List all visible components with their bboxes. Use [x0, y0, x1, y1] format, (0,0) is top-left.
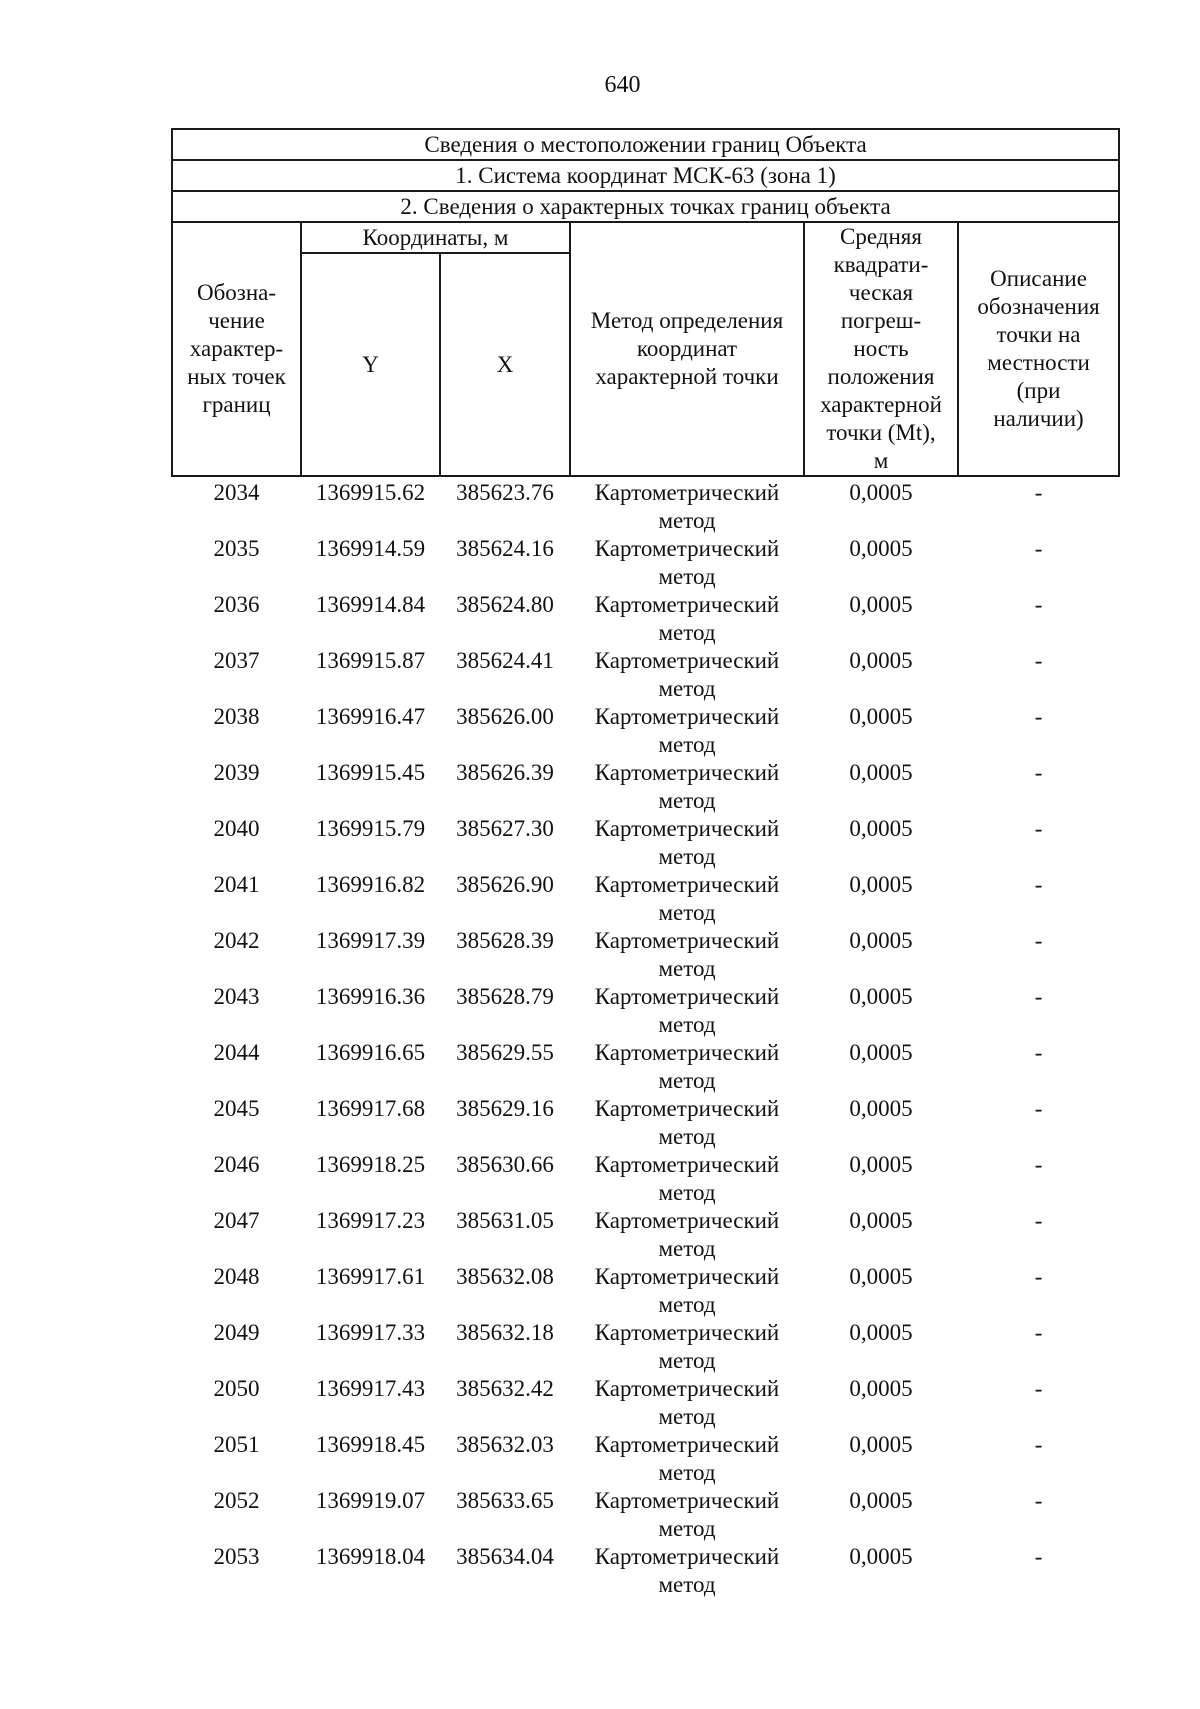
point-id: 2048	[213, 1264, 260, 1289]
point-description: -	[1034, 704, 1043, 729]
point-id: 2049	[213, 1320, 260, 1345]
point-description: -	[1034, 1040, 1043, 1065]
method: Картометрический метод	[594, 1264, 780, 1317]
table-row	[172, 1431, 1119, 1487]
point-id: 2044	[213, 1040, 260, 1065]
table-header	[172, 129, 1119, 476]
method: Картометрический метод	[594, 1040, 780, 1093]
coord-x: 385624.80	[456, 592, 554, 617]
point-description: -	[1034, 816, 1043, 841]
boundary-points-table	[171, 128, 1120, 1599]
coord-y: 1369914.59	[315, 536, 426, 561]
table-row	[172, 1207, 1119, 1263]
table-row	[172, 759, 1119, 815]
point-id: 2039	[213, 760, 260, 785]
coord-x: 385624.41	[456, 648, 554, 673]
table-row	[172, 703, 1119, 759]
coord-y: 1369919.07	[315, 1488, 426, 1513]
point-id: 2037	[213, 648, 260, 673]
point-id: 2045	[213, 1096, 260, 1121]
point-description: -	[1034, 592, 1043, 617]
point-description: -	[1034, 928, 1043, 953]
header-coordinates: Координаты, м	[301, 222, 570, 253]
point-description: -	[1034, 1320, 1043, 1345]
point-description: -	[1034, 1544, 1043, 1569]
coord-y: 1369915.45	[315, 760, 426, 785]
method: Картометрический метод	[594, 1376, 780, 1429]
mean-square-error: 0,0005	[849, 872, 913, 897]
method: Картометрический метод	[594, 704, 780, 757]
coord-y: 1369917.61	[315, 1264, 426, 1289]
header-description: Описание обозначения точки на местности (при наличии)	[958, 222, 1119, 476]
mean-square-error: 0,0005	[849, 1488, 913, 1513]
coord-y: 1369915.62	[315, 480, 426, 505]
point-id: 2046	[213, 1152, 260, 1177]
coord-y: 1369917.23	[315, 1208, 426, 1233]
mean-square-error: 0,0005	[849, 648, 913, 673]
coord-y: 1369918.25	[315, 1152, 426, 1177]
mean-square-error: 0,0005	[849, 480, 913, 505]
point-id: 2035	[213, 536, 260, 561]
method: Картометрический метод	[594, 1432, 780, 1485]
table-row	[172, 871, 1119, 927]
header-error: Средняя квадрати- ческая погреш- ность положения характерной точки (Mt), м	[804, 222, 958, 476]
table-row	[172, 1319, 1119, 1375]
coord-x: 385632.08	[456, 1264, 554, 1289]
point-description: -	[1034, 760, 1043, 785]
coord-x: 385628.39	[456, 928, 554, 953]
method: Картометрический метод	[594, 480, 780, 533]
header-designation: Обозна- чение характер- ных точек границ	[172, 222, 301, 476]
coordinate-system: 1. Система координат МСК-63 (зона 1)	[172, 160, 1119, 191]
point-description: -	[1034, 872, 1043, 897]
page-number: 640	[604, 72, 641, 98]
point-id: 2050	[213, 1376, 260, 1401]
point-description: -	[1034, 1432, 1043, 1457]
mean-square-error: 0,0005	[849, 536, 913, 561]
mean-square-error: 0,0005	[849, 1432, 913, 1457]
method: Картометрический метод	[594, 760, 780, 813]
point-id: 2053	[213, 1544, 260, 1569]
mean-square-error: 0,0005	[849, 928, 913, 953]
coord-x: 385623.76	[456, 480, 554, 505]
method: Картометрический метод	[594, 816, 780, 869]
table-row	[172, 815, 1119, 871]
coord-x: 385630.66	[456, 1152, 554, 1177]
mean-square-error: 0,0005	[849, 592, 913, 617]
mean-square-error: 0,0005	[849, 1320, 913, 1345]
coord-y: 1369916.65	[315, 1040, 426, 1065]
method: Картометрический метод	[594, 872, 780, 925]
table-row	[172, 591, 1119, 647]
table-body	[172, 476, 1119, 1599]
method: Картометрический метод	[594, 928, 780, 981]
mean-square-error: 0,0005	[849, 1376, 913, 1401]
coord-y: 1369915.87	[315, 648, 426, 673]
table-row	[172, 1543, 1119, 1599]
mean-square-error: 0,0005	[849, 704, 913, 729]
coord-x: 385634.04	[456, 1544, 554, 1569]
method: Картометрический метод	[594, 1096, 780, 1149]
header-y: Y	[301, 253, 440, 476]
point-id: 2042	[213, 928, 260, 953]
mean-square-error: 0,0005	[849, 1152, 913, 1177]
mean-square-error: 0,0005	[849, 1096, 913, 1121]
coord-y: 1369918.04	[315, 1544, 426, 1569]
coord-x: 385624.16	[456, 536, 554, 561]
table-row	[172, 1263, 1119, 1319]
table-row	[172, 1487, 1119, 1543]
point-description: -	[1034, 1264, 1043, 1289]
point-id: 2041	[213, 872, 260, 897]
point-description: -	[1034, 1208, 1043, 1233]
coord-x: 385627.30	[456, 816, 554, 841]
point-description: -	[1034, 1152, 1043, 1177]
method: Картометрический метод	[594, 592, 780, 645]
point-id: 2047	[213, 1208, 260, 1233]
point-id: 2038	[213, 704, 260, 729]
method: Картометрический метод	[594, 984, 780, 1037]
coord-y: 1369917.43	[315, 1376, 426, 1401]
method: Картометрический метод	[594, 536, 780, 589]
point-id: 2040	[213, 816, 260, 841]
coord-x: 385626.39	[456, 760, 554, 785]
coord-y: 1369916.36	[315, 984, 426, 1009]
mean-square-error: 0,0005	[849, 1208, 913, 1233]
coord-y: 1369914.84	[315, 592, 426, 617]
table-row	[172, 1095, 1119, 1151]
coord-y: 1369916.47	[315, 704, 426, 729]
header-x: X	[440, 253, 570, 476]
method: Картометрический метод	[594, 1320, 780, 1373]
table-row	[172, 535, 1119, 591]
method: Картометрический метод	[594, 648, 780, 701]
point-description: -	[1034, 1376, 1043, 1401]
mean-square-error: 0,0005	[849, 1040, 913, 1065]
table-row	[172, 1039, 1119, 1095]
method: Картометрический метод	[594, 1544, 780, 1597]
coord-y: 1369917.39	[315, 928, 426, 953]
table-row	[172, 476, 1119, 535]
method: Картометрический метод	[594, 1152, 780, 1205]
point-id: 2052	[213, 1488, 260, 1513]
coord-x: 385632.03	[456, 1432, 554, 1457]
point-description: -	[1034, 480, 1043, 505]
point-description: -	[1034, 536, 1043, 561]
point-description: -	[1034, 1488, 1043, 1513]
coord-y: 1369916.82	[315, 872, 426, 897]
mean-square-error: 0,0005	[849, 1544, 913, 1569]
point-description: -	[1034, 984, 1043, 1009]
table-row	[172, 927, 1119, 983]
coord-x: 385629.16	[456, 1096, 554, 1121]
coord-y: 1369917.33	[315, 1320, 426, 1345]
point-description: -	[1034, 1096, 1043, 1121]
coord-y: 1369918.45	[315, 1432, 426, 1457]
coord-y: 1369915.79	[315, 816, 426, 841]
mean-square-error: 0,0005	[849, 1264, 913, 1289]
point-id: 2034	[213, 480, 260, 505]
mean-square-error: 0,0005	[849, 760, 913, 785]
table-title: Сведения о местоположении границ Объекта	[172, 129, 1119, 160]
coord-y: 1369917.68	[315, 1096, 426, 1121]
coord-x: 385626.90	[456, 872, 554, 897]
method: Картометрический метод	[594, 1208, 780, 1261]
mean-square-error: 0,0005	[849, 816, 913, 841]
table-row	[172, 983, 1119, 1039]
coord-x: 385628.79	[456, 984, 554, 1009]
point-id: 2051	[213, 1432, 260, 1457]
table-row	[172, 1151, 1119, 1207]
point-id: 2036	[213, 592, 260, 617]
point-id: 2043	[213, 984, 260, 1009]
mean-square-error: 0,0005	[849, 984, 913, 1009]
method: Картометрический метод	[594, 1488, 780, 1541]
coord-x: 385632.18	[456, 1320, 554, 1345]
coord-x: 385632.42	[456, 1376, 554, 1401]
table-row	[172, 1375, 1119, 1431]
header-method: Метод определения координат характерной точки	[570, 222, 804, 476]
coord-x: 385629.55	[456, 1040, 554, 1065]
coord-x: 385633.65	[456, 1488, 554, 1513]
coord-x: 385626.00	[456, 704, 554, 729]
coord-x: 385631.05	[456, 1208, 554, 1233]
point-description: -	[1034, 648, 1043, 673]
section-title: 2. Сведения о характерных точках границ объекта	[172, 191, 1119, 222]
table-row	[172, 647, 1119, 703]
